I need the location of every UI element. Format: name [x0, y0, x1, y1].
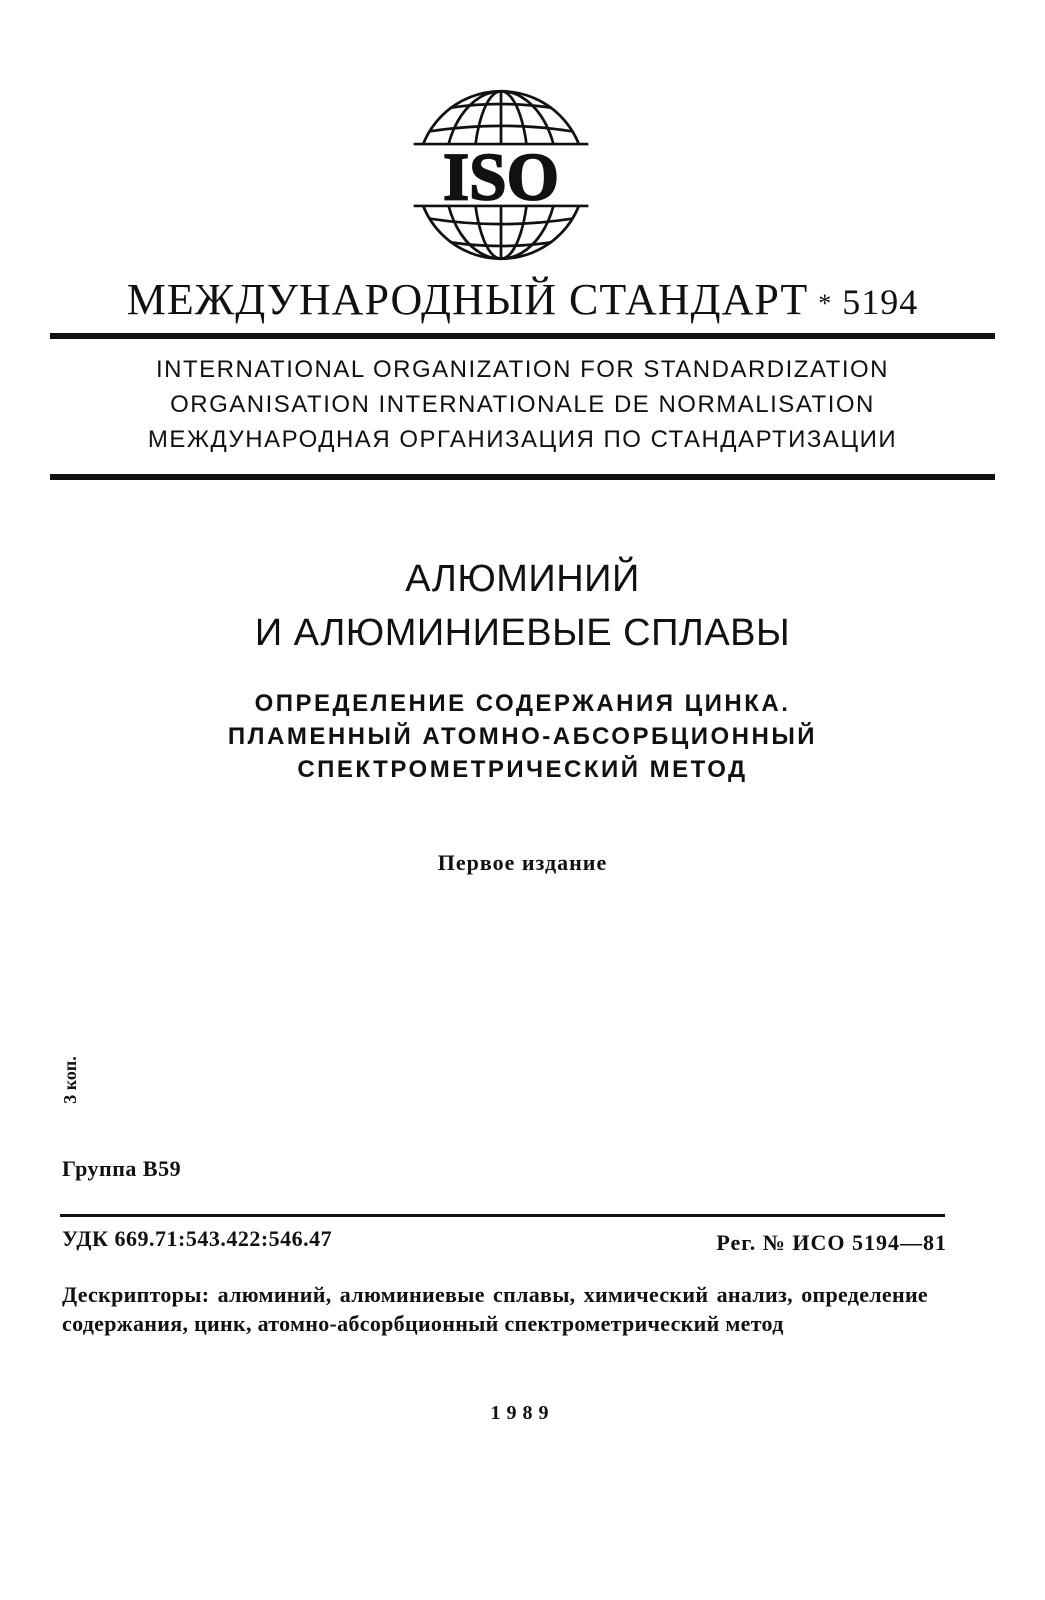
organization-russian: МЕЖДУНАРОДНАЯ ОРГАНИЗАЦИЯ ПО СТАНДАРТИЗАЦИИ	[147, 426, 898, 453]
standard-title-text: МЕЖДУНАРОДНЫЙ СТАНДАРТ	[126, 275, 809, 324]
document-title-line-2: И АЛЮМИНИЕВЫЕ СПЛАВЫ	[254, 612, 791, 654]
asterisk-icon: *	[818, 288, 833, 318]
divider-bottom	[60, 1214, 945, 1217]
iso-logo-text: ISO	[442, 139, 560, 215]
organization-french: ORGANISATION INTERNATIONALE DE NORMALISATION	[170, 391, 875, 418]
standard-title	[50, 274, 995, 325]
descriptors-text: Дескрипторы: алюминий, алюминиевые сплавы, химический анализ, определение содержания, цинк, атомно-абсорбционный спектрометрический метод	[62, 1282, 928, 1336]
document-subtitle-line-3: СПЕКТРОМЕТРИЧЕСКИЙ МЕТОД	[297, 756, 748, 783]
registration-number: Рег. № ИСО 5194—81	[716, 1230, 947, 1255]
divider-middle	[50, 474, 995, 480]
document-subtitle-line-1: ОПРЕДЕЛЕНИЕ СОДЕРЖАНИЯ ЦИНКА.	[254, 690, 791, 717]
publication-year: 1989	[490, 1402, 555, 1424]
divider-top	[50, 333, 995, 339]
organization-english: INTERNATIONAL ORGANIZATION FOR STANDARDIZATION	[155, 356, 890, 383]
price-label: 3 коп.	[60, 1056, 80, 1104]
edition-label: Первое издание	[437, 850, 608, 875]
document-title-line-1: АЛЮМИНИЙ	[405, 558, 640, 600]
group-label: Группа В59	[62, 1156, 182, 1181]
udk-code: УДК 669.71:543.422:546.47	[62, 1226, 333, 1251]
iso-logo	[410, 84, 592, 266]
standard-number: 5194	[842, 282, 919, 322]
document-subtitle-line-2: ПЛАМЕННЫЙ АТОМНО-АБСОРБЦИОННЫЙ	[227, 723, 818, 750]
